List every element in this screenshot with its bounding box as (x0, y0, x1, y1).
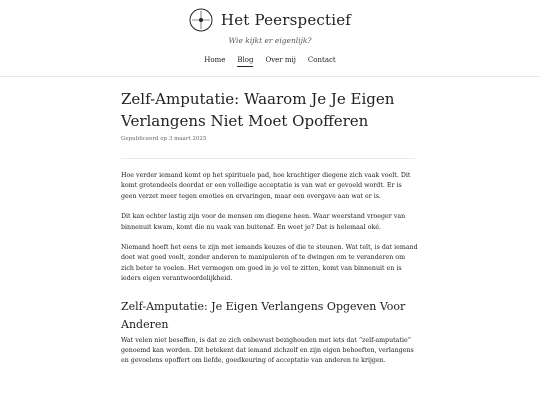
nav-item-contact[interactable]: Contact (307, 56, 336, 64)
section-heading: Zelf-Amputatie: Je Eigen Verlangens Opgeven Voor Anderen (121, 299, 406, 331)
brand[interactable] (0, 0, 540, 32)
paragraph: Dit kan echter lastig zijn voor de mensen om diegene heen. Waar weerstand vroeger van binnenuit kwam, komt die nu vaak van buitenaf. En weet je? Dat is helemaal oké. (121, 213, 406, 231)
site-title[interactable]: Het Peerspectief (220, 11, 352, 29)
paragraph: Hoe verder iemand komt op het spirituele pad, hoe krachtiger diegene zich vaak voelt. Dit komt grotendeels doordat er een volledige acceptatie is van wat er gevoeld wordt. Er is geen verzet meer tegen emoties en ervaringen, maar een overgave aan wat er is. (121, 172, 411, 200)
nav-item-blog[interactable]: Blog (237, 56, 253, 67)
article (121, 88, 419, 377)
post-title: Zelf-Amputatie: Waarom Je Je Eigen Verlangens Niet Moet Opofferen (121, 90, 395, 130)
post-meta: Gepubliceerd op 3 maart 2025 (121, 136, 207, 142)
logo-icon[interactable] (189, 8, 213, 32)
nav-item-over-mij[interactable]: Over mij (265, 56, 296, 64)
site-header (0, 0, 540, 77)
paragraph: Wat velen niet beseffen, is dat ze zich onbewust bezighouden met iets dat “zelf-amputatie” genoemd kan worden. Dit betekent dat iemand zichzelf en zijn eigen behoeften, verlangens en gevoelens opoffert om liefde, goedkeuring of acceptatie van anderen te krijgen. (121, 336, 414, 365)
site-tagline: Wie kijkt er eigenlijk? (228, 36, 312, 45)
nav-item-home[interactable]: Home (204, 56, 226, 64)
divider (121, 158, 415, 159)
paragraph: Niemand hoeft het eens te zijn met iemands keuzes of die te steunen. Wat telt, is dat iemand doet wat goed voelt, zonder anderen te manipuleren of te dwingen om te veranderen om zich beter te voelen. Het vermogen om goed in je vel te zitten, komt van binnenuit en is ieders eigen verantwoordelijkheid. (121, 244, 418, 283)
main-nav (0, 56, 540, 67)
